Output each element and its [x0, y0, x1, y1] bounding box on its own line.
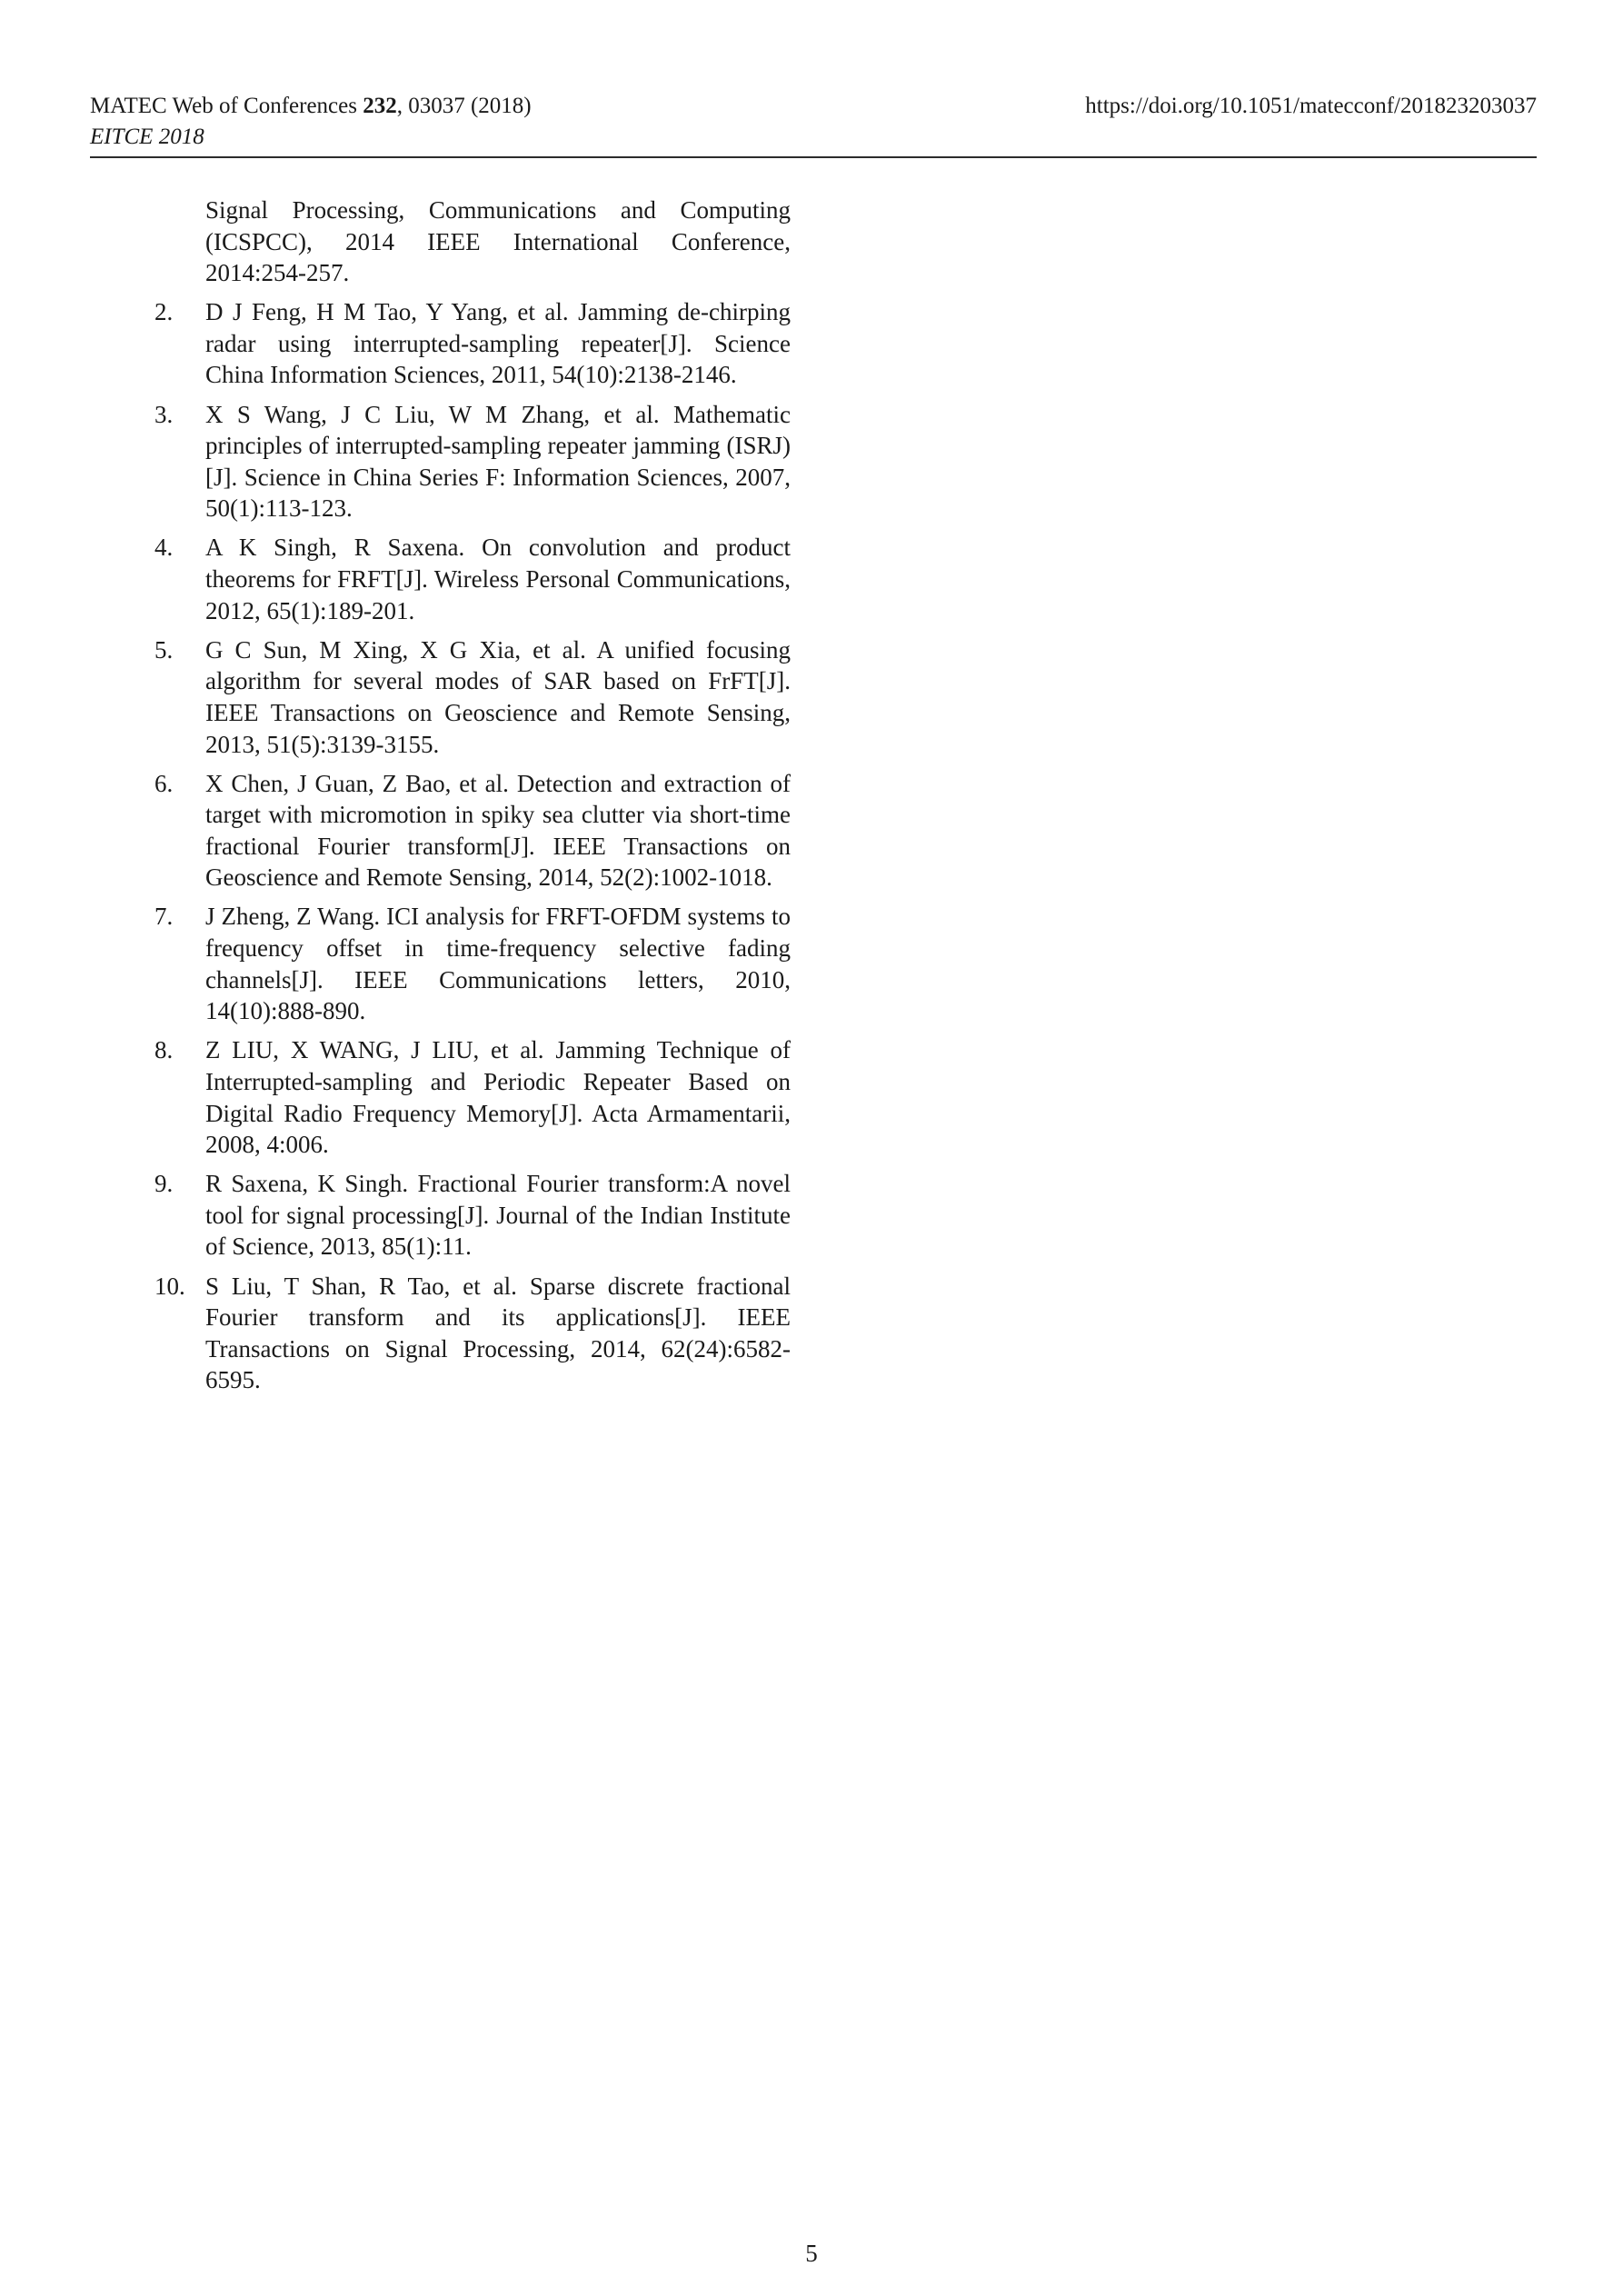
- reference-item: [154, 768, 791, 893]
- reference-item: [154, 296, 791, 391]
- journal-line: [90, 91, 532, 122]
- reference-text: Z LIU, X WANG, J LIU, et al. Jamming Technique of Interrupted-sampling and Periodic Repeater Based on Digital Radio Frequency Memory[J]. Acta Armamentarii, 2008, 4:006.: [205, 1036, 791, 1159]
- reference-number: 5.: [154, 635, 174, 664]
- reference-number: 9.: [154, 1170, 174, 1198]
- page-number: 5: [805, 2240, 818, 2267]
- running-header: [90, 91, 1537, 158]
- reference-list: [154, 195, 791, 1403]
- reference-text: Signal Processing, Communications and Computing (ICSPCC), 2014 IEEE International Conference, 2014:254-257.: [205, 196, 791, 287]
- reference-item: [154, 195, 791, 289]
- reference-text: X Chen, J Guan, Z Bao, et al. Detection and extraction of target with micromotion in spiky sea clutter via short-time fractional Fourier transform[J]. IEEE Transactions on Geoscience and Remote Sensing, 2014, 52(2):1002-1018.: [205, 769, 791, 892]
- reference-number: 6.: [154, 769, 174, 797]
- reference-text: J Zheng, Z Wang. ICI analysis for FRFT-OFDM systems to frequency offset in time-frequency selective fading channels[J]. IEEE Communications letters, 2010, 14(10):888-890.: [205, 903, 791, 1025]
- reference-item: [154, 1168, 791, 1263]
- journal-name: MATEC Web of Conferences: [90, 94, 363, 118]
- reference-text: X S Wang, J C Liu, W M Zhang, et al. Mathematic principles of interrupted-sampling repeater jamming (ISRJ)[J]. Science in China Series F: Information Sciences, 2007, 50(1):113-123.: [205, 400, 791, 523]
- journal-citation: [90, 91, 532, 153]
- journal-article-info: , 03037 (2018): [396, 94, 532, 118]
- reference-text: S Liu, T Shan, R Tao, et al. Sparse discrete fractional Fourier transform and its applications[J]. IEEE Transactions on Signal Processing, 2014, 62(24):6582-6595.: [205, 1272, 791, 1394]
- reference-item: [154, 399, 791, 524]
- reference-number: 3.: [154, 400, 174, 428]
- reference-text: D J Feng, H M Tao, Y Yang, et al. Jamming de-chirping radar using interrupted-sampling repeater[J]. Science China Information Sciences, 2011, 54(10):2138-2146.: [205, 298, 791, 389]
- reference-item: [154, 901, 791, 1026]
- reference-item: [154, 1271, 791, 1396]
- reference-number: 8.: [154, 1036, 174, 1064]
- reference-number: 4.: [154, 534, 174, 562]
- reference-item: [154, 634, 791, 760]
- doi-link[interactable]: https://doi.org/10.1051/matecconf/201823203037: [1085, 94, 1537, 118]
- reference-number: 7.: [154, 903, 174, 931]
- conference-name: EITCE 2018: [90, 125, 204, 149]
- reference-item: [154, 532, 791, 626]
- reference-text: A K Singh, R Saxena. On convolution and product theorems for FRFT[J]. Wireless Personal Communications, 2012, 65(1):189-201.: [205, 534, 791, 624]
- reference-text: R Saxena, K Singh. Fractional Fourier transform:A novel tool for signal processing[J]. Journal of the Indian Institute of Science, 2013, 85(1):11.: [205, 1170, 791, 1261]
- journal-volume: 232: [363, 94, 397, 118]
- reference-number: 10.: [154, 1272, 185, 1300]
- reference-item: [154, 1034, 791, 1160]
- reference-number: 2.: [154, 298, 174, 326]
- reference-text: G C Sun, M Xing, X G Xia, et al. A unified focusing algorithm for several modes of SAR based on FrFT[J]. IEEE Transactions on Geoscience and Remote Sensing, 2013, 51(5):3139-3155.: [205, 635, 791, 758]
